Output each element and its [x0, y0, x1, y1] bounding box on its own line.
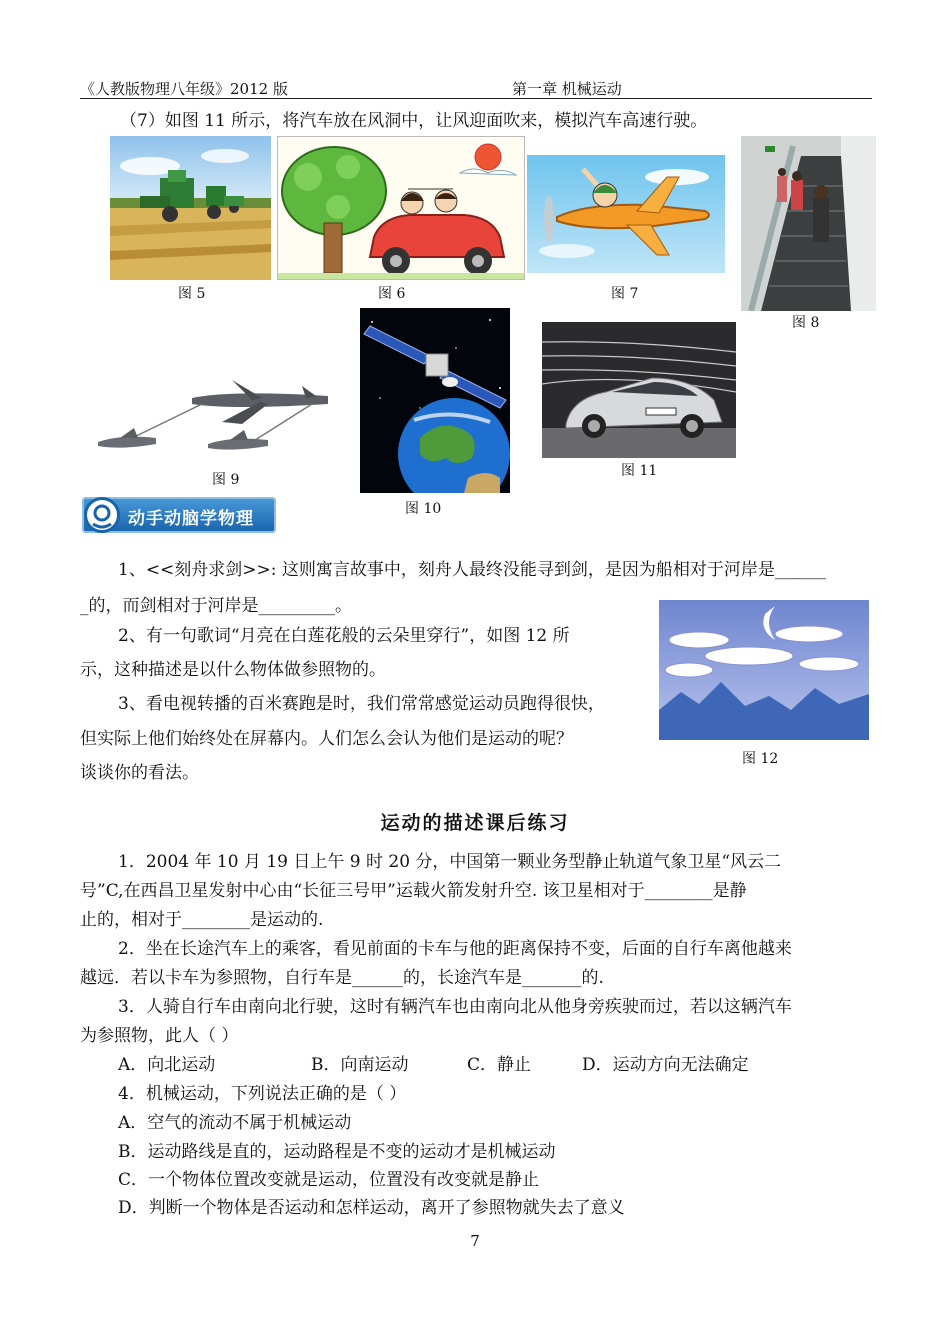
- practice-4-option-a: A．空气的流动不属于机械运动: [118, 1113, 352, 1133]
- practice-3-option-c: C．静止: [467, 1055, 532, 1075]
- practice-3-option-a: A．向北运动: [118, 1055, 216, 1075]
- figure-9-aerial-refueling: [92, 360, 336, 460]
- question-3-line-3: 谈谈你的看法。: [80, 763, 199, 783]
- caption-figure-10: 图 10: [405, 501, 442, 517]
- practice-2-line-1: 2．坐在长途汽车上的乘客，看见前面的卡车与他的距离保持不变，后面的自行车离他越来: [118, 939, 792, 959]
- practice-4-option-d: D．判断一个物体是否运动和怎样运动，离开了参照物就失去了意义: [118, 1198, 625, 1218]
- figure-5-harvester: [110, 136, 271, 280]
- practice-4-option-c: C．一个物体位置改变就是运动，位置没有改变就是静止: [118, 1170, 540, 1190]
- figure-11-wind-tunnel-car: [542, 322, 736, 458]
- intro-line: （7）如图 11 所示，将汽车放在风洞中，让风迎面吹来，模拟汽车高速行驶。: [120, 111, 708, 131]
- figure-10-satellite-earth: [360, 308, 510, 493]
- figure-7-cartoon-plane: [527, 155, 725, 273]
- practice-1-line-1: 1．2004 年 10 月 19 日上午 9 时 20 分，中国第一颗业务型静止轨道气象卫星“风云二: [118, 852, 782, 872]
- practice-3-line-1: 3．人骑自行车由南向北行驶，这时有辆汽车也由南向北从他身旁疾驶而过，若以这辆汽车: [118, 997, 792, 1017]
- practice-title: 运动的描述课后练习: [380, 812, 570, 834]
- section-badge-label: 动手动脑学物理: [128, 509, 254, 529]
- question-1-line-2: _的，而剑相对于河岸是_________。: [80, 596, 352, 616]
- section-badge: [82, 497, 276, 533]
- caption-figure-5: 图 5: [178, 286, 206, 302]
- practice-3-option-d: D．运动方向无法确定: [582, 1055, 749, 1075]
- practice-4-option-b: B．运动路线是直的，运动路程是不变的运动才是机械运动: [118, 1142, 556, 1162]
- question-2-line-1: 2、有一句歌词“月亮在白莲花般的云朵里穿行”，如图 12 所: [118, 626, 570, 646]
- header-rule: [80, 98, 872, 99]
- page-number: 7: [470, 1232, 480, 1250]
- caption-figure-12: 图 12: [742, 751, 779, 767]
- figure-12-moon-clouds: [659, 600, 869, 740]
- caption-figure-11: 图 11: [621, 463, 658, 479]
- practice-1-line-2: 号”C,在西昌卫星发射中心由“长征三号甲”运载火箭发射升空. 该卫星相对于________是静: [80, 881, 747, 901]
- caption-figure-9: 图 9: [212, 472, 240, 488]
- header-book-title: 《人教版物理八年级》2012 版: [80, 80, 288, 98]
- question-3-line-1: 3、看电视转播的百米赛跑是时，我们常常感觉运动员跑得很快，: [118, 694, 605, 714]
- practice-3-option-b: B．向南运动: [311, 1055, 409, 1075]
- practice-3-line-2: 为参照物，此人（ ）: [80, 1026, 239, 1046]
- figure-6-cartoon-car: [277, 136, 525, 280]
- figure-8-escalator: [741, 136, 876, 311]
- practice-1-line-3: 止的，相对于________是运动的.: [80, 910, 324, 930]
- practice-2-line-2: 越远．若以卡车为参照物，自行车是______的，长途汽车是_______的.: [80, 968, 604, 988]
- question-1-line-1: 1、<<刻舟求剑>>: 这则寓言故事中，刻舟人最终没能寻到剑，是因为船相对于河岸是______: [118, 560, 826, 580]
- caption-figure-6: 图 6: [378, 286, 406, 302]
- question-2-line-2: 示，这种描述是以什么物体做参照物的。: [80, 660, 386, 680]
- caption-figure-8: 图 8: [792, 315, 820, 331]
- practice-4-question: 4．机械运动，下列说法正确的是（ ）: [118, 1084, 407, 1104]
- question-3-line-2: 但实际上他们始终处在屏幕内。人们怎么会认为他们是运动的呢？: [80, 729, 573, 749]
- caption-figure-7: 图 7: [611, 286, 639, 302]
- header-chapter: 第一章 机械运动: [512, 80, 622, 98]
- physics-logo-icon: [84, 497, 120, 533]
